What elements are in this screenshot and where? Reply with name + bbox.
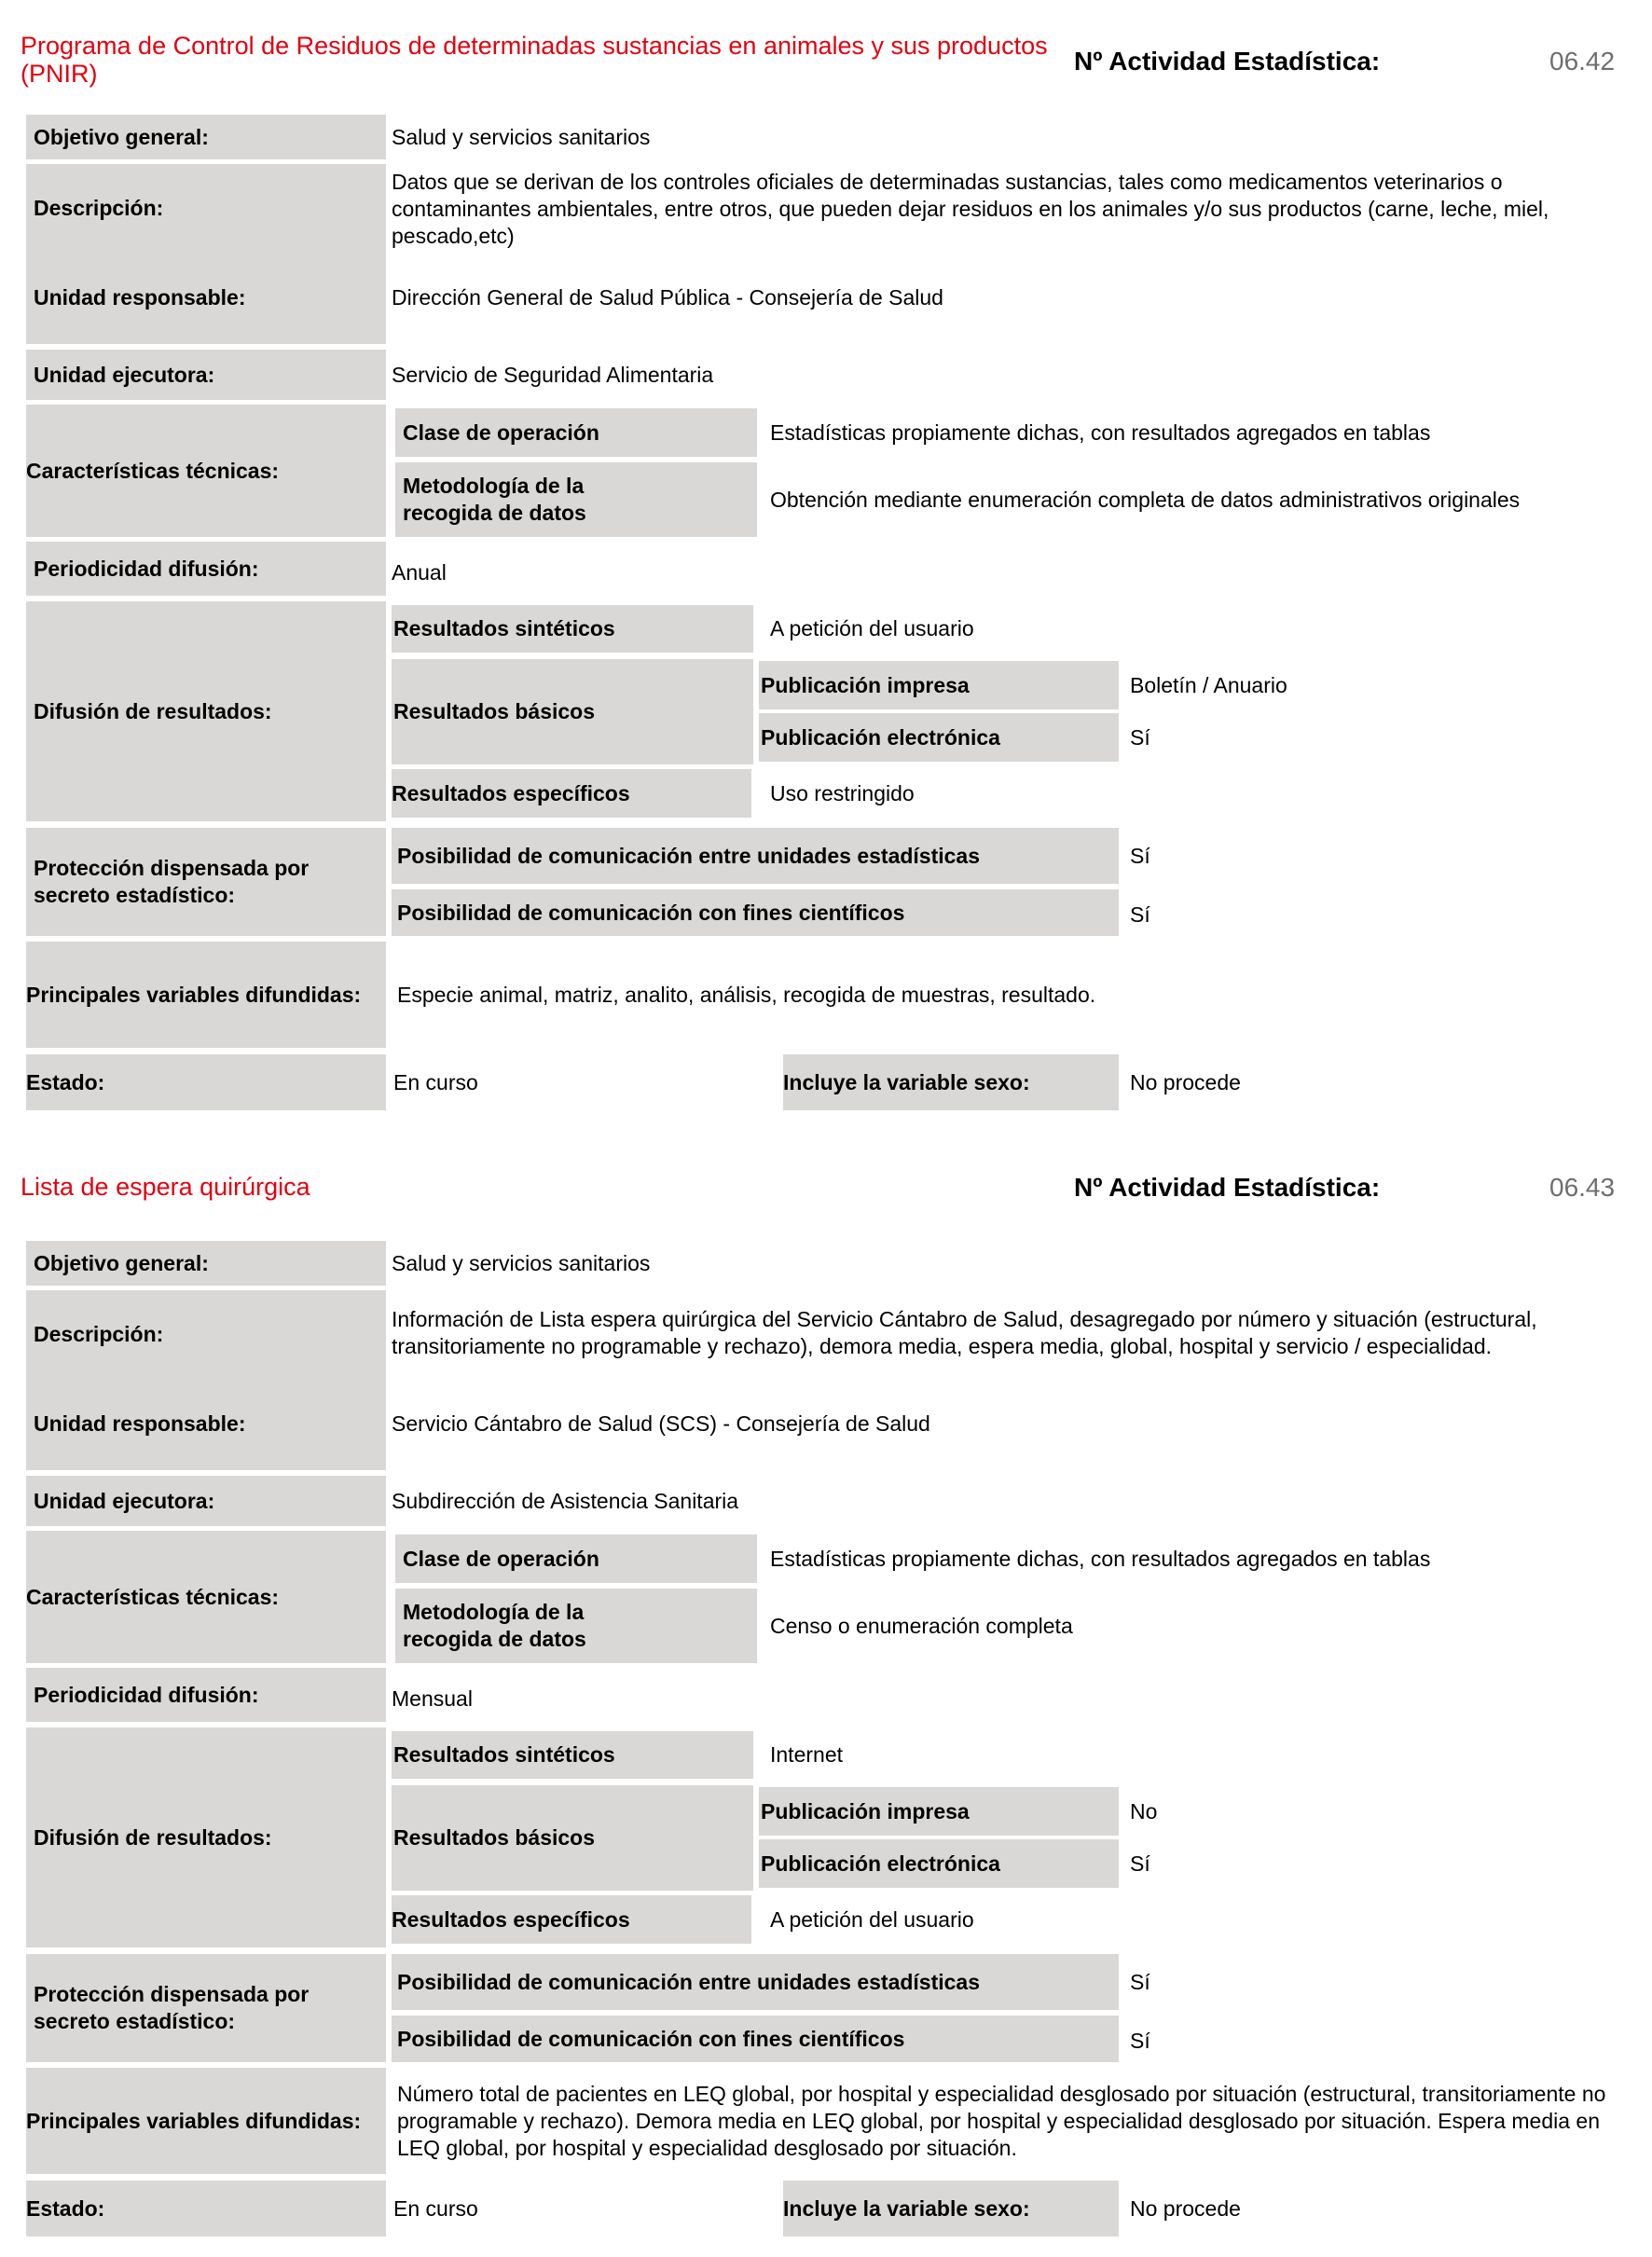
estado-value: En curso — [393, 1069, 478, 1094]
descripcion-value: Información de Lista espera quirúrgica del Servicio Cántabro de Salud, desagregado por número y situación (estructural, transitoriamente no programable y rechazo), demora media, espera media, global, hospital y servicio / especialidad. — [392, 1307, 1537, 1358]
unidad-ejec-value: Subdirección de Asistencia Sanitaria — [392, 1488, 739, 1513]
impresa-value: No — [1130, 1798, 1158, 1823]
sexo-label: Incluye la variable sexo: — [783, 1054, 1119, 1110]
electronica-value: Sí — [1130, 1851, 1150, 1876]
especificos-value: Uso restringido — [770, 780, 915, 805]
proteccion-label: Protección dispensada por secreto estadístico: — [26, 828, 386, 936]
variables-value: Especie animal, matriz, analito, análisis, recogida de muestras, resultado. — [397, 982, 1096, 1007]
com-unidades-value: Sí — [1130, 843, 1150, 868]
unidad-ejec-label: Unidad ejecutora: — [26, 350, 386, 400]
sexo-label: Incluye la variable sexo: — [783, 2181, 1119, 2236]
activity-label: Nº Actividad Estadística: — [1074, 1173, 1381, 1202]
clase-value: Estadísticas propiamente dichas, con resultados agregados en tablas — [770, 420, 1431, 445]
proteccion-label: Protección dispensada por secreto estadístico: — [26, 1954, 386, 2062]
clase-value: Estadísticas propiamente dichas, con resultados agregados en tablas — [770, 1546, 1431, 1571]
variables-label: Principales variables difundidas: — [26, 2068, 386, 2174]
unidad-ejec-label: Unidad ejecutora: — [26, 1476, 386, 1526]
variables-value: Número total de pacientes en LEQ global, por hospital y especialidad desglosado por situación (estructural, transitoriamente no programable y rechazo). Demora media en LEQ global, por hospital y especialidad desglosado por situación. Espera media en LEQ global, por hospital y especialidad desglosado por situación. — [397, 2081, 1606, 2160]
unidad-resp-value: Dirección General de Salud Pública - Consejería de Salud — [392, 284, 943, 310]
especificos-value: A petición del usuario — [770, 1906, 974, 1932]
estado-label: Estado: — [26, 2181, 386, 2236]
electronica-label: Publicación electrónica — [759, 713, 1119, 762]
impresa-label: Publicación impresa — [759, 661, 1119, 709]
activity-label: Nº Actividad Estadística: — [1074, 47, 1381, 76]
basicos-label: Resultados básicos — [392, 659, 753, 764]
estado-label: Estado: — [26, 1054, 386, 1110]
objetivo-value: Salud y servicios sanitarios — [392, 124, 651, 149]
sinteticos-value: Internet — [770, 1742, 843, 1767]
com-unidades-label: Posibilidad de comunicación entre unidades estadísticas — [392, 828, 1119, 884]
variables-label: Principales variables difundidas: — [26, 942, 386, 1048]
sexo-value: No procede — [1130, 1069, 1241, 1094]
periodicidad-label: Periodicidad difusión: — [26, 542, 386, 596]
clase-label: Clase de operación — [395, 408, 757, 457]
especificos-label: Resultados específicos — [392, 1895, 751, 1944]
com-cientificos-value: Sí — [1130, 2028, 1150, 2053]
sinteticos-value: A petición del usuario — [770, 616, 974, 640]
com-cientificos-label: Posibilidad de comunicación con fines científicos — [392, 889, 1119, 936]
metodo-value: Obtención mediante enumeración completa de datos administrativos originales — [770, 487, 1521, 512]
sexo-value: No procede — [1130, 2195, 1241, 2221]
periodicidad-value: Anual — [392, 559, 447, 585]
caract-label: Características técnicas: — [26, 405, 386, 537]
especificos-label: Resultados específicos — [392, 769, 751, 818]
record-1 — [0, 0, 1652, 1119]
basicos-label: Resultados básicos — [392, 1785, 753, 1891]
impresa-value: Boletín / Anuario — [1130, 672, 1287, 697]
difusion-label: Difusión de resultados: — [26, 601, 386, 821]
metodo-label: Metodología de la recogida de datos — [395, 1589, 757, 1663]
com-cientificos-label: Posibilidad de comunicación con fines científicos — [392, 2016, 1119, 2062]
difusion-label: Difusión de resultados: — [26, 1727, 386, 1947]
com-unidades-label: Posibilidad de comunicación entre unidades estadísticas — [392, 1954, 1119, 2010]
objetivo-label: Objetivo general: — [26, 1241, 386, 1286]
sinteticos-label: Resultados sintéticos — [392, 1731, 753, 1779]
unidad-resp-value: Servicio Cántabro de Salud (SCS) - Consejería de Salud — [392, 1411, 930, 1436]
metodo-value: Censo o enumeración completa — [770, 1613, 1073, 1638]
record-title: Lista de espera quirúrgica — [21, 1173, 310, 1201]
unidad-ejec-value: Servicio de Seguridad Alimentaria — [392, 362, 714, 387]
record-title: Programa de Control de Residuos de determinadas sustancias en animales y sus productos (PNIR) — [21, 32, 1048, 88]
com-unidades-value: Sí — [1130, 1969, 1150, 1994]
periodicidad-label: Periodicidad difusión: — [26, 1668, 386, 1722]
objetivo-value: Salud y servicios sanitarios — [392, 1250, 651, 1275]
electronica-label: Publicación electrónica — [759, 1839, 1119, 1888]
clase-label: Clase de operación — [395, 1534, 757, 1583]
descripcion-label: Descripción: — [34, 1321, 164, 1346]
caract-label: Características técnicas: — [26, 1531, 386, 1663]
electronica-value: Sí — [1130, 724, 1150, 750]
sinteticos-label: Resultados sintéticos — [392, 605, 753, 653]
com-cientificos-value: Sí — [1130, 901, 1150, 927]
activity-number: 06.42 — [1549, 47, 1616, 76]
objetivo-label: Objetivo general: — [26, 115, 386, 159]
periodicidad-value: Mensual — [392, 1686, 473, 1711]
unidad-resp-label: Unidad responsable: — [34, 1411, 246, 1436]
estado-value: En curso — [393, 2195, 478, 2221]
descripcion-value: Datos que se derivan de los controles oficiales de determinadas sustancias, tales como medicamentos veterinarios o contaminantes ambientales, entre otros, que pueden dejar residuos en los animales y/o sus productos (carne, leche, miel, pescado,etc) — [392, 170, 1549, 248]
impresa-label: Publicación impresa — [759, 1787, 1119, 1836]
activity-number: 06.43 — [1549, 1173, 1616, 1202]
record-2 — [0, 1126, 1652, 2245]
metodo-label: Metodología de la recogida de datos — [395, 462, 757, 537]
unidad-resp-label: Unidad responsable: — [34, 284, 246, 310]
descripcion-label: Descripción: — [34, 195, 164, 220]
